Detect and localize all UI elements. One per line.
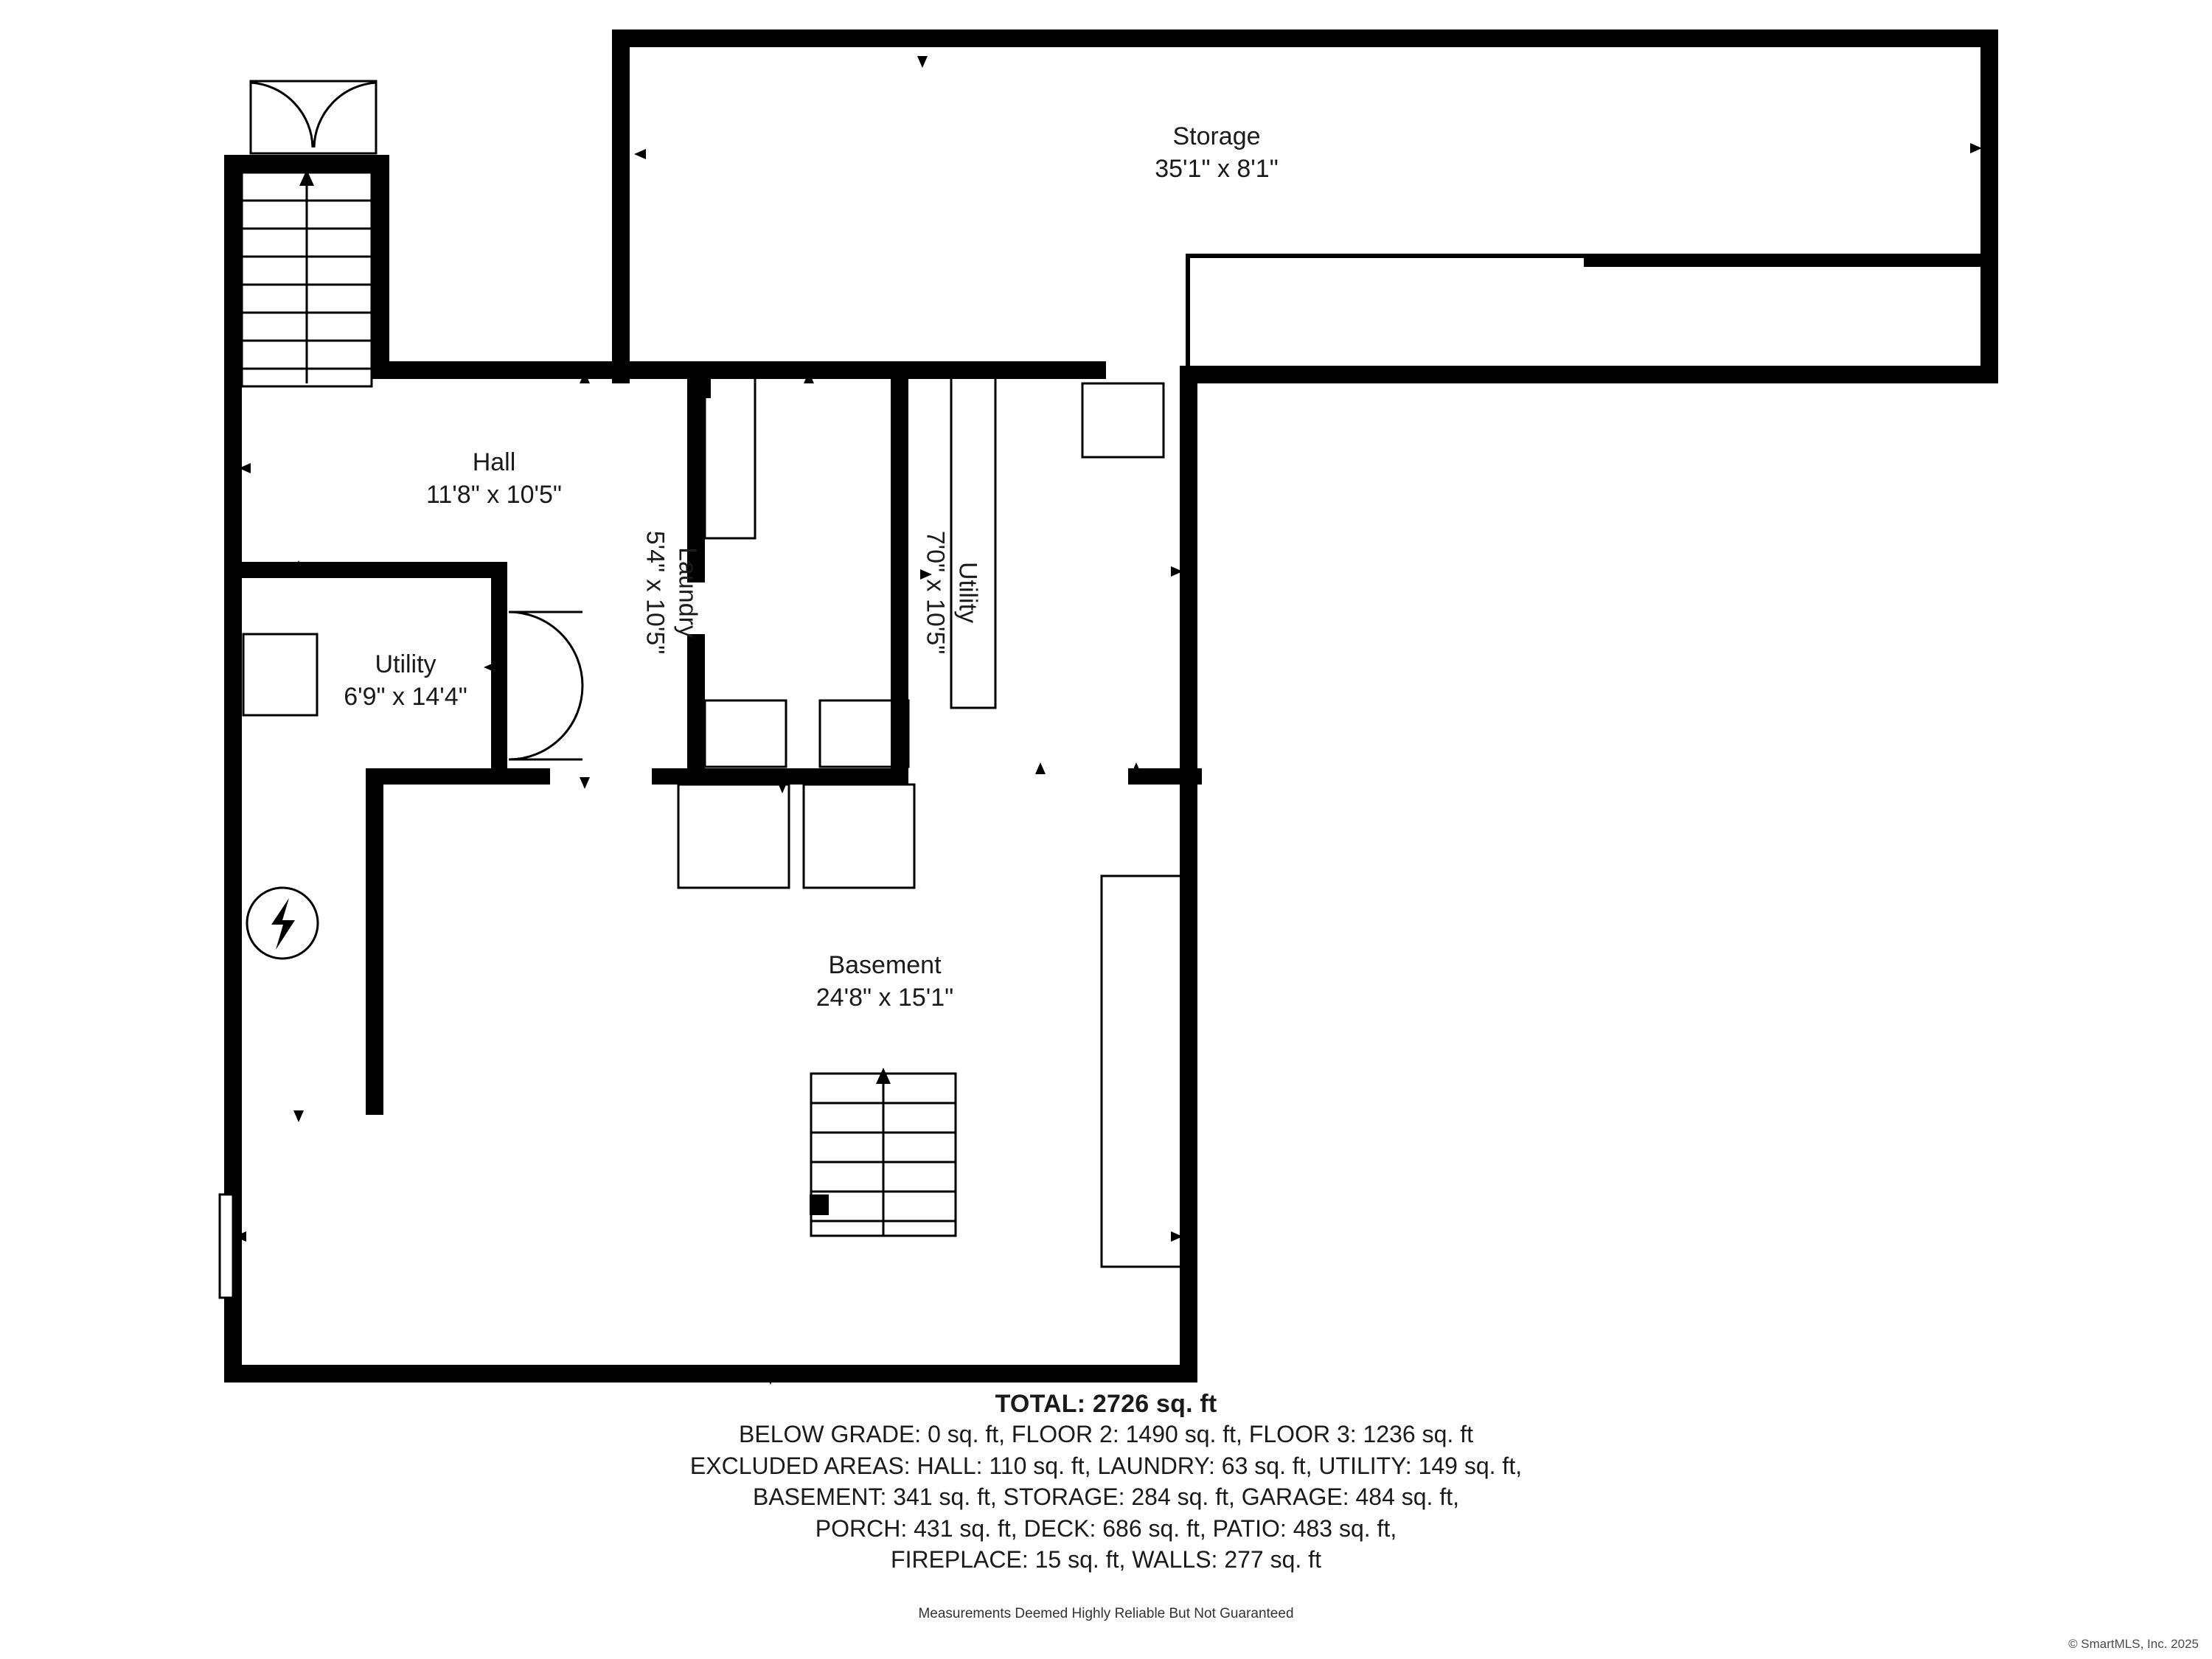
wall-utility-right <box>1180 366 1197 782</box>
dim-arrow <box>777 782 787 793</box>
room-dims: 24'8" x 15'1" <box>815 983 954 1012</box>
room-dims: 11'8" x 10'5" <box>426 480 562 509</box>
summary-line-4: PORCH: 431 sq. ft, DECK: 686 sq. ft, PATIO: 483 sq. ft, <box>815 1514 1397 1542</box>
wall-storage-ledge-left <box>1186 254 1584 258</box>
wall-utility-left-bottom <box>366 768 550 785</box>
lightning-bolt-icon <box>271 898 295 950</box>
wall-storage-ledge-stub <box>1186 254 1190 366</box>
wall-exterior-bottom <box>224 1365 1197 1382</box>
summary-line-2: EXCLUDED AREAS: HALL: 110 sq. ft, LAUNDRY: 63 sq. ft, UTILITY: 149 sq. ft, <box>689 1452 1523 1479</box>
wall-basement-left-inner <box>366 768 383 1115</box>
disclaimer-text: Measurements Deemed Highly Reliable But Not Guaranteed <box>918 1606 1294 1621</box>
summary-line-3: BASEMENT: 341 sq. ft, STORAGE: 284 sq. ft, GARAGE: 484 sq. ft, <box>752 1484 1459 1511</box>
room-dims: 6'9" x 14'4" <box>344 682 467 711</box>
laundry-appliance-d <box>804 785 914 888</box>
summary-line-5: FIREPLACE: 15 sq. ft, WALLS: 277 sq. ft <box>891 1546 1321 1573</box>
room-dims: 7'0" x 10'5" <box>922 530 950 655</box>
wall-storage-ledge <box>1584 254 1998 267</box>
window-left <box>220 1194 233 1298</box>
area-summary <box>0 1390 2212 1576</box>
room-label-hall <box>361 447 627 511</box>
dim-arrow <box>917 56 928 68</box>
wall-stair-right <box>372 155 389 376</box>
room-name: Basement <box>828 951 942 979</box>
wall-storage-bottom <box>1187 366 1998 383</box>
dim-arrow <box>634 149 646 159</box>
laundry-counter-upper <box>705 369 755 538</box>
total-area: TOTAL: 2726 sq. ft <box>995 1390 1217 1418</box>
room-name: Utility <box>953 561 982 624</box>
dim-arrow <box>1970 143 1982 153</box>
room-label-utility-upper <box>919 460 983 726</box>
room-name: Utility <box>375 650 437 678</box>
wall-utility-left-top <box>242 562 507 578</box>
copyright-text: © SmartMLS, Inc. 2025 <box>2068 1637 2199 1651</box>
room-label-laundry <box>639 460 703 726</box>
room-label-basement <box>737 950 1032 1014</box>
wall-storage-left <box>612 29 630 383</box>
basement-stair-direction-arrow <box>876 1068 891 1084</box>
room-name: Hall <box>472 448 516 476</box>
utility-tank-upper <box>1082 383 1164 457</box>
wall-stair-bottom <box>372 361 711 379</box>
laundry-appliance-a <box>705 700 786 767</box>
wall-storage-top <box>612 29 1998 47</box>
dim-arrow <box>1035 762 1046 774</box>
room-dims: 5'4" x 10'5" <box>641 530 669 655</box>
room-label-utility-left <box>280 649 531 713</box>
room-name: Laundry <box>673 547 702 638</box>
laundry-appliance-c <box>678 785 789 888</box>
basement-stair-newel <box>810 1194 829 1215</box>
summary-line-1: BELOW GRADE: 0 sq. ft, FLOOR 2: 1490 sq. ft, FLOOR 3: 1236 sq. ft <box>739 1421 1473 1447</box>
basement-alcove <box>1102 876 1183 1267</box>
room-dims: 35'1" x 8'1" <box>1155 154 1279 183</box>
wall-storage-right <box>1980 29 1998 383</box>
room-name: Storage <box>1172 122 1261 150</box>
dim-arrow <box>580 777 590 789</box>
room-label-storage <box>1069 121 1364 185</box>
dim-arrow <box>293 1110 304 1122</box>
